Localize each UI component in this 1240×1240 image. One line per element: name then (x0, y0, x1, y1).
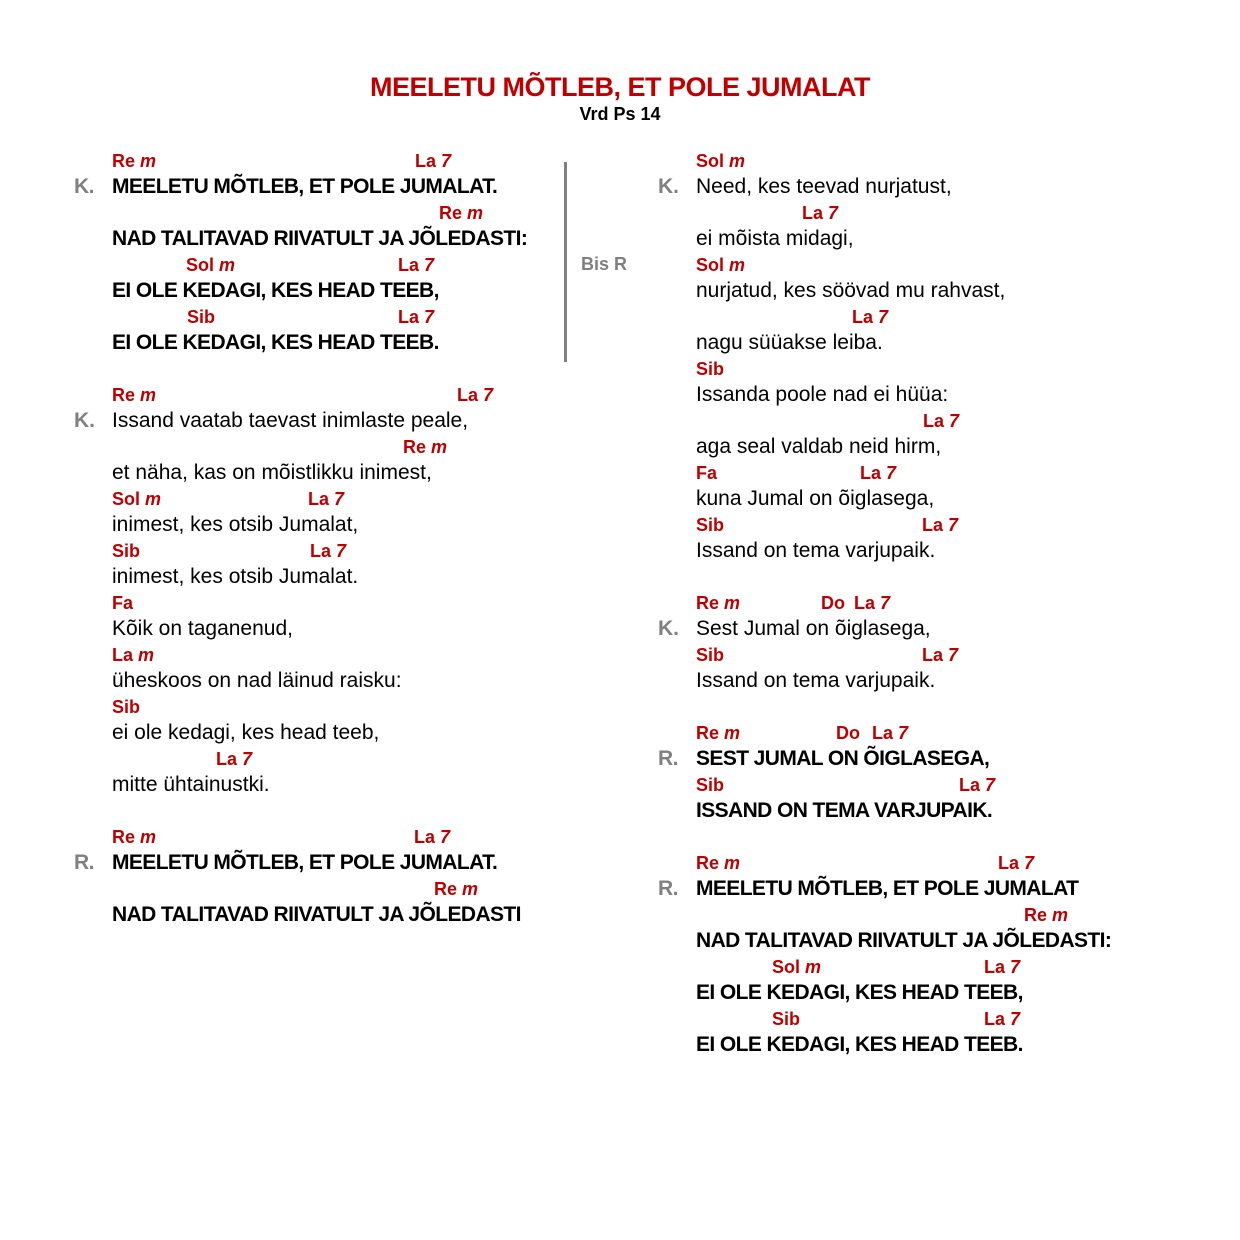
chord-root: Re (696, 723, 725, 743)
chord-modifier: 7 (1010, 1009, 1021, 1029)
lyric-line (658, 928, 1218, 954)
lyric-text: Kõik on taganenud, (112, 617, 293, 640)
chord-line (74, 486, 574, 512)
lyric-line (658, 382, 1218, 408)
chord (216, 746, 252, 772)
chord-modifier: 7 (886, 463, 897, 483)
lyric-line (74, 850, 574, 876)
lyric-text: EI OLE KEDAGI, KES HEAD TEEB, (112, 279, 439, 302)
chord (1024, 902, 1068, 928)
lyric-text: Need, kes teevad nurjatust, (696, 175, 952, 198)
chord-modifier: 7 (949, 411, 960, 431)
chord (772, 954, 821, 980)
chord-root: La (872, 723, 899, 743)
verse-stanza (74, 382, 574, 798)
chord-root: Sib (696, 645, 725, 665)
lyric-text: MEELETU MÕTLEB, ET POLE JUMALAT. (112, 175, 498, 198)
chord (696, 460, 717, 486)
chord-root: La (852, 307, 879, 327)
chord-root: Do (821, 593, 845, 613)
chord-modifier: m (805, 957, 822, 977)
stanza-marker: K. (658, 175, 679, 198)
chord-line (658, 1006, 1218, 1032)
lyric-text: Issanda poole nad ei hüüa: (696, 383, 949, 406)
chord-modifier: 7 (878, 307, 889, 327)
lyric-text: Issand vaatab taevast inimlaste peale, (112, 409, 469, 432)
chord-root: La (216, 749, 243, 769)
verse-stanza (658, 590, 1218, 694)
chord-root: Sib (772, 1009, 801, 1029)
lyric-line (74, 616, 574, 642)
song-subtitle: Vrd Ps 14 (579, 104, 661, 124)
lyric-text: NAD TALITAVAD RIIVATULT JA JÕLEDASTI: (696, 929, 1112, 952)
chord (998, 850, 1034, 876)
lyric-line (658, 226, 1218, 252)
chord-line (658, 642, 1218, 668)
chord-root: La (922, 645, 949, 665)
chord-root: Re (439, 203, 468, 223)
chord (187, 304, 215, 330)
lyric-text: mitte ühtainustki. (112, 773, 270, 796)
lyric-text: nurjatud, kes söövad mu rahvast, (696, 279, 1006, 302)
lyric-text: NAD TALITAVAD RIIVATULT JA JÕLEDASTI: (112, 227, 528, 250)
lyric-line (74, 668, 574, 694)
song-title: MEELETU MÕTLEB, ET POLE JUMALAT (370, 72, 870, 102)
chord-modifier: 7 (828, 203, 839, 223)
chord (696, 356, 724, 382)
chord-modifier: 7 (424, 307, 435, 327)
lyric-text: Issand on tema varjupaik. (696, 539, 936, 562)
lyric-line (74, 174, 574, 200)
chord-modifier: 7 (985, 775, 996, 795)
chord-modifier: m (140, 827, 157, 847)
chord-root: Fa (696, 463, 718, 483)
chord-root: La (854, 593, 881, 613)
chord-line (658, 512, 1218, 538)
lyric-line (658, 1032, 1218, 1058)
chord-root: La (959, 775, 986, 795)
chord-root: La (308, 489, 335, 509)
chord (696, 148, 745, 174)
chord-line (658, 148, 1218, 174)
lyric-line (658, 668, 1218, 694)
chord (959, 772, 995, 798)
chord-modifier: 7 (948, 515, 959, 535)
chord-line (658, 590, 1218, 616)
chord-line (74, 382, 574, 408)
lyric-line (74, 564, 574, 590)
chord (860, 460, 896, 486)
chord-line (658, 200, 1218, 226)
chord (308, 486, 344, 512)
chord (821, 590, 845, 616)
lyric-text: EI OLE KEDAGI, KES HEAD TEEB, (696, 981, 1023, 1004)
chord (802, 200, 838, 226)
chord (112, 382, 156, 408)
chord-modifier: m (140, 151, 157, 171)
chord-root: Sol (696, 255, 730, 275)
bis-bracket-line (564, 162, 567, 362)
lyric-line (74, 902, 574, 928)
chord-line (74, 694, 574, 720)
chord-root: Sol (696, 151, 730, 171)
chord-line (74, 824, 574, 850)
chord-line (658, 772, 1218, 798)
chord-modifier: 7 (1024, 853, 1035, 873)
chord (457, 382, 493, 408)
lyric-line (74, 460, 574, 486)
chord-root: Re (403, 437, 432, 457)
chord-modifier: 7 (242, 749, 253, 769)
lyric-line (74, 772, 574, 798)
refrain-stanza (658, 720, 1218, 824)
chord (112, 486, 161, 512)
chord-root: La (112, 645, 139, 665)
chord-root: Re (112, 827, 141, 847)
chord-root: Re (112, 151, 141, 171)
chord-root: La (860, 463, 887, 483)
chord-modifier: 7 (424, 255, 435, 275)
chord-modifier: m (219, 255, 236, 275)
chord (434, 876, 478, 902)
chord (852, 304, 888, 330)
chord (112, 590, 133, 616)
chord (854, 590, 890, 616)
chord-modifier: m (724, 853, 741, 873)
verse-stanza (658, 148, 1218, 564)
chord-line (74, 252, 574, 278)
stanza-marker: R. (658, 877, 678, 900)
chord-root: Sib (696, 515, 725, 535)
lyric-line (74, 226, 574, 252)
chord-modifier: m (462, 879, 479, 899)
chord-line (74, 590, 574, 616)
chord-root: La (802, 203, 829, 223)
chord-line (658, 408, 1218, 434)
chord-root: La (923, 411, 950, 431)
chord (872, 720, 908, 746)
lyric-line (74, 720, 574, 746)
chord-modifier: 7 (483, 385, 494, 405)
chord-root: La (310, 541, 337, 561)
chord-modifier: m (467, 203, 484, 223)
chord-line (658, 850, 1218, 876)
chord-modifier: m (431, 437, 448, 457)
lyric-text: Sest Jumal on õiglasega, (696, 617, 931, 640)
chord-line (74, 304, 574, 330)
stanza-marker: K. (658, 617, 679, 640)
chord-root: Sol (112, 489, 146, 509)
chord-root: Sib (112, 697, 141, 717)
chord (696, 512, 724, 538)
chord-modifier: m (724, 723, 741, 743)
lyric-text: aga seal valdab neid hirm, (696, 435, 942, 458)
lyric-line (658, 746, 1218, 772)
chord (439, 200, 483, 226)
chord-modifier: 7 (898, 723, 909, 743)
lyric-line (658, 616, 1218, 642)
chord-root: La (414, 827, 441, 847)
lyric-line (74, 512, 574, 538)
lyric-line (658, 798, 1218, 824)
lyric-line (658, 174, 1218, 200)
chord (186, 252, 235, 278)
chord-line (74, 148, 574, 174)
lyric-line (658, 486, 1218, 512)
chord-line (74, 642, 574, 668)
chord (414, 824, 450, 850)
lyric-text: SEST JUMAL ON ÕIGLASEGA, (696, 747, 990, 770)
chord-modifier: 7 (441, 151, 452, 171)
lyric-text: kuna Jumal on õiglasega, (696, 487, 935, 510)
chord-root: Sol (772, 957, 806, 977)
chord-root: Sol (186, 255, 220, 275)
chord-modifier: 7 (334, 489, 345, 509)
chord (112, 538, 140, 564)
chord-modifier: m (729, 151, 746, 171)
chord-modifier: m (724, 593, 741, 613)
chord-root: Re (1024, 905, 1053, 925)
lyric-line (658, 330, 1218, 356)
chord (984, 1006, 1020, 1032)
chord-root: La (984, 957, 1011, 977)
chord (696, 772, 724, 798)
chord-modifier: 7 (880, 593, 891, 613)
lyric-text: Issand on tema varjupaik. (696, 669, 936, 692)
lyric-line (658, 538, 1218, 564)
chord-root: Sib (187, 307, 216, 327)
lyric-text: MEELETU MÕTLEB, ET POLE JUMALAT. (112, 851, 498, 874)
chord-root: La (398, 307, 425, 327)
chord-root: Sib (696, 775, 725, 795)
chord-root: La (998, 853, 1025, 873)
chord-root: La (415, 151, 442, 171)
left-column (74, 148, 574, 928)
chord-modifier: m (138, 645, 155, 665)
chord-modifier: m (145, 489, 162, 509)
chord-root: Sib (112, 541, 141, 561)
chord (398, 304, 434, 330)
chord-line (74, 746, 574, 772)
lyric-line (658, 434, 1218, 460)
chord-line (658, 954, 1218, 980)
chord-modifier: m (729, 255, 746, 275)
lyric-line (658, 876, 1218, 902)
chord-line (658, 902, 1218, 928)
bis-label: Bis R (581, 254, 628, 274)
chord-root: Sib (696, 359, 725, 379)
lyric-text: inimest, kes otsib Jumalat. (112, 565, 359, 588)
lyric-line (74, 408, 574, 434)
chord (923, 408, 959, 434)
chord-root: La (922, 515, 949, 535)
chord (112, 148, 156, 174)
chord-line (658, 460, 1218, 486)
chord (836, 720, 860, 746)
chord-root: Re (434, 879, 463, 899)
refrain-stanza (658, 850, 1218, 1058)
chord (112, 824, 156, 850)
lyric-text: inimest, kes otsib Jumalat, (112, 513, 359, 536)
chord (922, 512, 958, 538)
chord (696, 590, 740, 616)
right-column (658, 148, 1218, 1058)
lyric-text: ISSAND ON TEMA VARJUPAIK. (696, 799, 993, 822)
refrain-stanza (74, 148, 574, 356)
chord-root: Re (112, 385, 141, 405)
lyric-text: nagu süüakse leiba. (696, 331, 883, 354)
chord-root: Do (836, 723, 860, 743)
lyric-text: EI OLE KEDAGI, KES HEAD TEEB. (696, 1033, 1023, 1056)
chord-root: Re (696, 593, 725, 613)
stanza-marker: K. (74, 175, 94, 198)
chord (696, 850, 740, 876)
refrain-stanza (74, 824, 574, 928)
lyric-line (658, 980, 1218, 1006)
chord-line (74, 876, 574, 902)
chord-modifier: 7 (336, 541, 347, 561)
chord (696, 642, 724, 668)
chord-root: La (398, 255, 425, 275)
chord-line (658, 720, 1218, 746)
chord (112, 694, 140, 720)
chord-modifier: 7 (948, 645, 959, 665)
chord-line (658, 252, 1218, 278)
chord-root: Fa (112, 593, 134, 613)
chord-line (74, 434, 574, 460)
chord (984, 954, 1020, 980)
chord-modifier: 7 (1010, 957, 1021, 977)
chord (772, 1006, 800, 1032)
chord (696, 252, 745, 278)
lyric-text: ei ole kedagi, kes head teeb, (112, 721, 380, 744)
lyric-text: NAD TALITAVAD RIIVATULT JA JÕLEDASTI (112, 903, 521, 926)
chord-line (658, 356, 1218, 382)
chord (415, 148, 451, 174)
lyric-text: üheskoos on nad läinud raisku: (112, 669, 402, 692)
lyric-line (74, 330, 574, 356)
lyric-text: et näha, kas on mõistlikku inimest, (112, 461, 432, 484)
lyric-text: EI OLE KEDAGI, KES HEAD TEEB. (112, 331, 439, 354)
chord (112, 642, 154, 668)
stanza-marker: R. (658, 747, 678, 770)
lyric-line (658, 278, 1218, 304)
chord (696, 720, 740, 746)
lyric-line (74, 278, 574, 304)
lyric-text: ei mõista midagi, (696, 227, 854, 250)
chord (922, 642, 958, 668)
chord-line (74, 538, 574, 564)
chord (398, 252, 434, 278)
chord-modifier: 7 (440, 827, 451, 847)
chord-line (74, 200, 574, 226)
chord-line (658, 304, 1218, 330)
chord-root: Re (696, 853, 725, 873)
chord-root: La (457, 385, 484, 405)
chord-modifier: m (1052, 905, 1069, 925)
stanza-marker: K. (74, 409, 95, 432)
chord (403, 434, 447, 460)
lyric-text: MEELETU MÕTLEB, ET POLE JUMALAT (696, 877, 1079, 900)
chord (310, 538, 346, 564)
stanza-marker: R. (74, 851, 94, 874)
chord-root: La (984, 1009, 1011, 1029)
chord-modifier: m (140, 385, 157, 405)
